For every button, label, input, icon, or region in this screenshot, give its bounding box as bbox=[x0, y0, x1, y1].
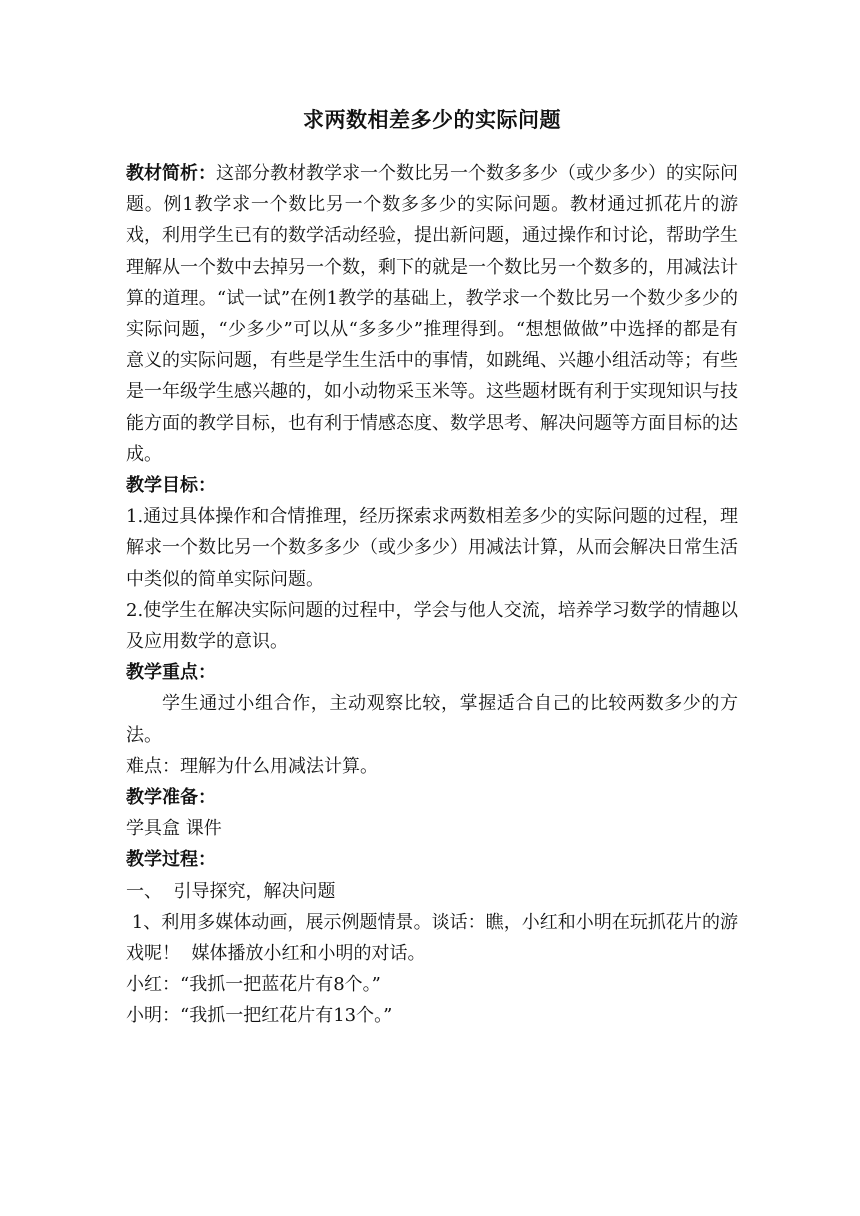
document-title: 求两数相差多少的实际问题 bbox=[303, 107, 561, 132]
key-points-heading: 教学重点： bbox=[126, 662, 216, 684]
dialog-xiaohong: 小红：“我抓一把蓝花片有8个。” bbox=[126, 974, 381, 996]
analysis-text: 这部分教材教学求一个数比另一个数多多少（或少多少）的实际问题。例1教学求一个数比另一个数多多少的实际问题。教材通过抓花片的游戏，利用学生已有的数学活动经验，提出新问题，通过操作和讨论，帮助学生理解从一个数中去掉另一个数，剩下的就是一个数比另一个数多的，用减法计算的道理。“试一试”在例1教学的基础上，教学求一个数比另一个数少多少的实际问题，“少多少”可以从“多多少”推理得到。“想想做做”中选择的都是有意义的实际问题，有些是学生生活中的事情，如跳绳、兴趣小组活动等；有些是一年级学生感兴趣的，如小动物采玉米等。这些题材既有利于实现知识与技能方面的教学目标，也有利于情感态度、数学思考、解决问题等方面目标的达成。 bbox=[126, 163, 738, 465]
process-step-one: 1、利用多媒体动画，展示例题情景。谈话：瞧，小红和小明在玩抓花片的游戏呢！ 媒体播放小红和小明的对话。 bbox=[126, 911, 738, 965]
objective-item-2: 2.使学生在解决实际问题的过程中，学会与他人交流，培养学习数学的情趣以及应用数学的意识。 bbox=[126, 599, 738, 653]
document-page bbox=[126, 100, 738, 1032]
preparation-text: 学具盒 课件 bbox=[126, 818, 222, 840]
difficulty-text: 难点：理解为什么用减法计算。 bbox=[126, 755, 378, 777]
process-heading: 教学过程： bbox=[126, 849, 216, 871]
key-points-text: 学生通过小组合作，主动观察比较，掌握适合自己的比较两数多少的方法。 bbox=[126, 693, 738, 746]
process-section-one: 一、 引导探究，解决问题 bbox=[126, 880, 336, 902]
objectives-heading: 教学目标： bbox=[126, 475, 216, 497]
dialog-xiaoming: 小明：“我抓一把红花片有13个。” bbox=[126, 1005, 393, 1027]
objective-item-1: 1.通过具体操作和合情推理，经历探索求两数相差多少的实际问题的过程，理解求一个数比另一个数多多少（或少多少）用减法计算，从而会解决日常生活中类似的简单实际问题。 bbox=[126, 506, 738, 590]
analysis-label: 教材简析： bbox=[126, 163, 216, 184]
analysis-paragraph bbox=[126, 158, 738, 470]
preparation-heading: 教学准备： bbox=[126, 787, 216, 809]
